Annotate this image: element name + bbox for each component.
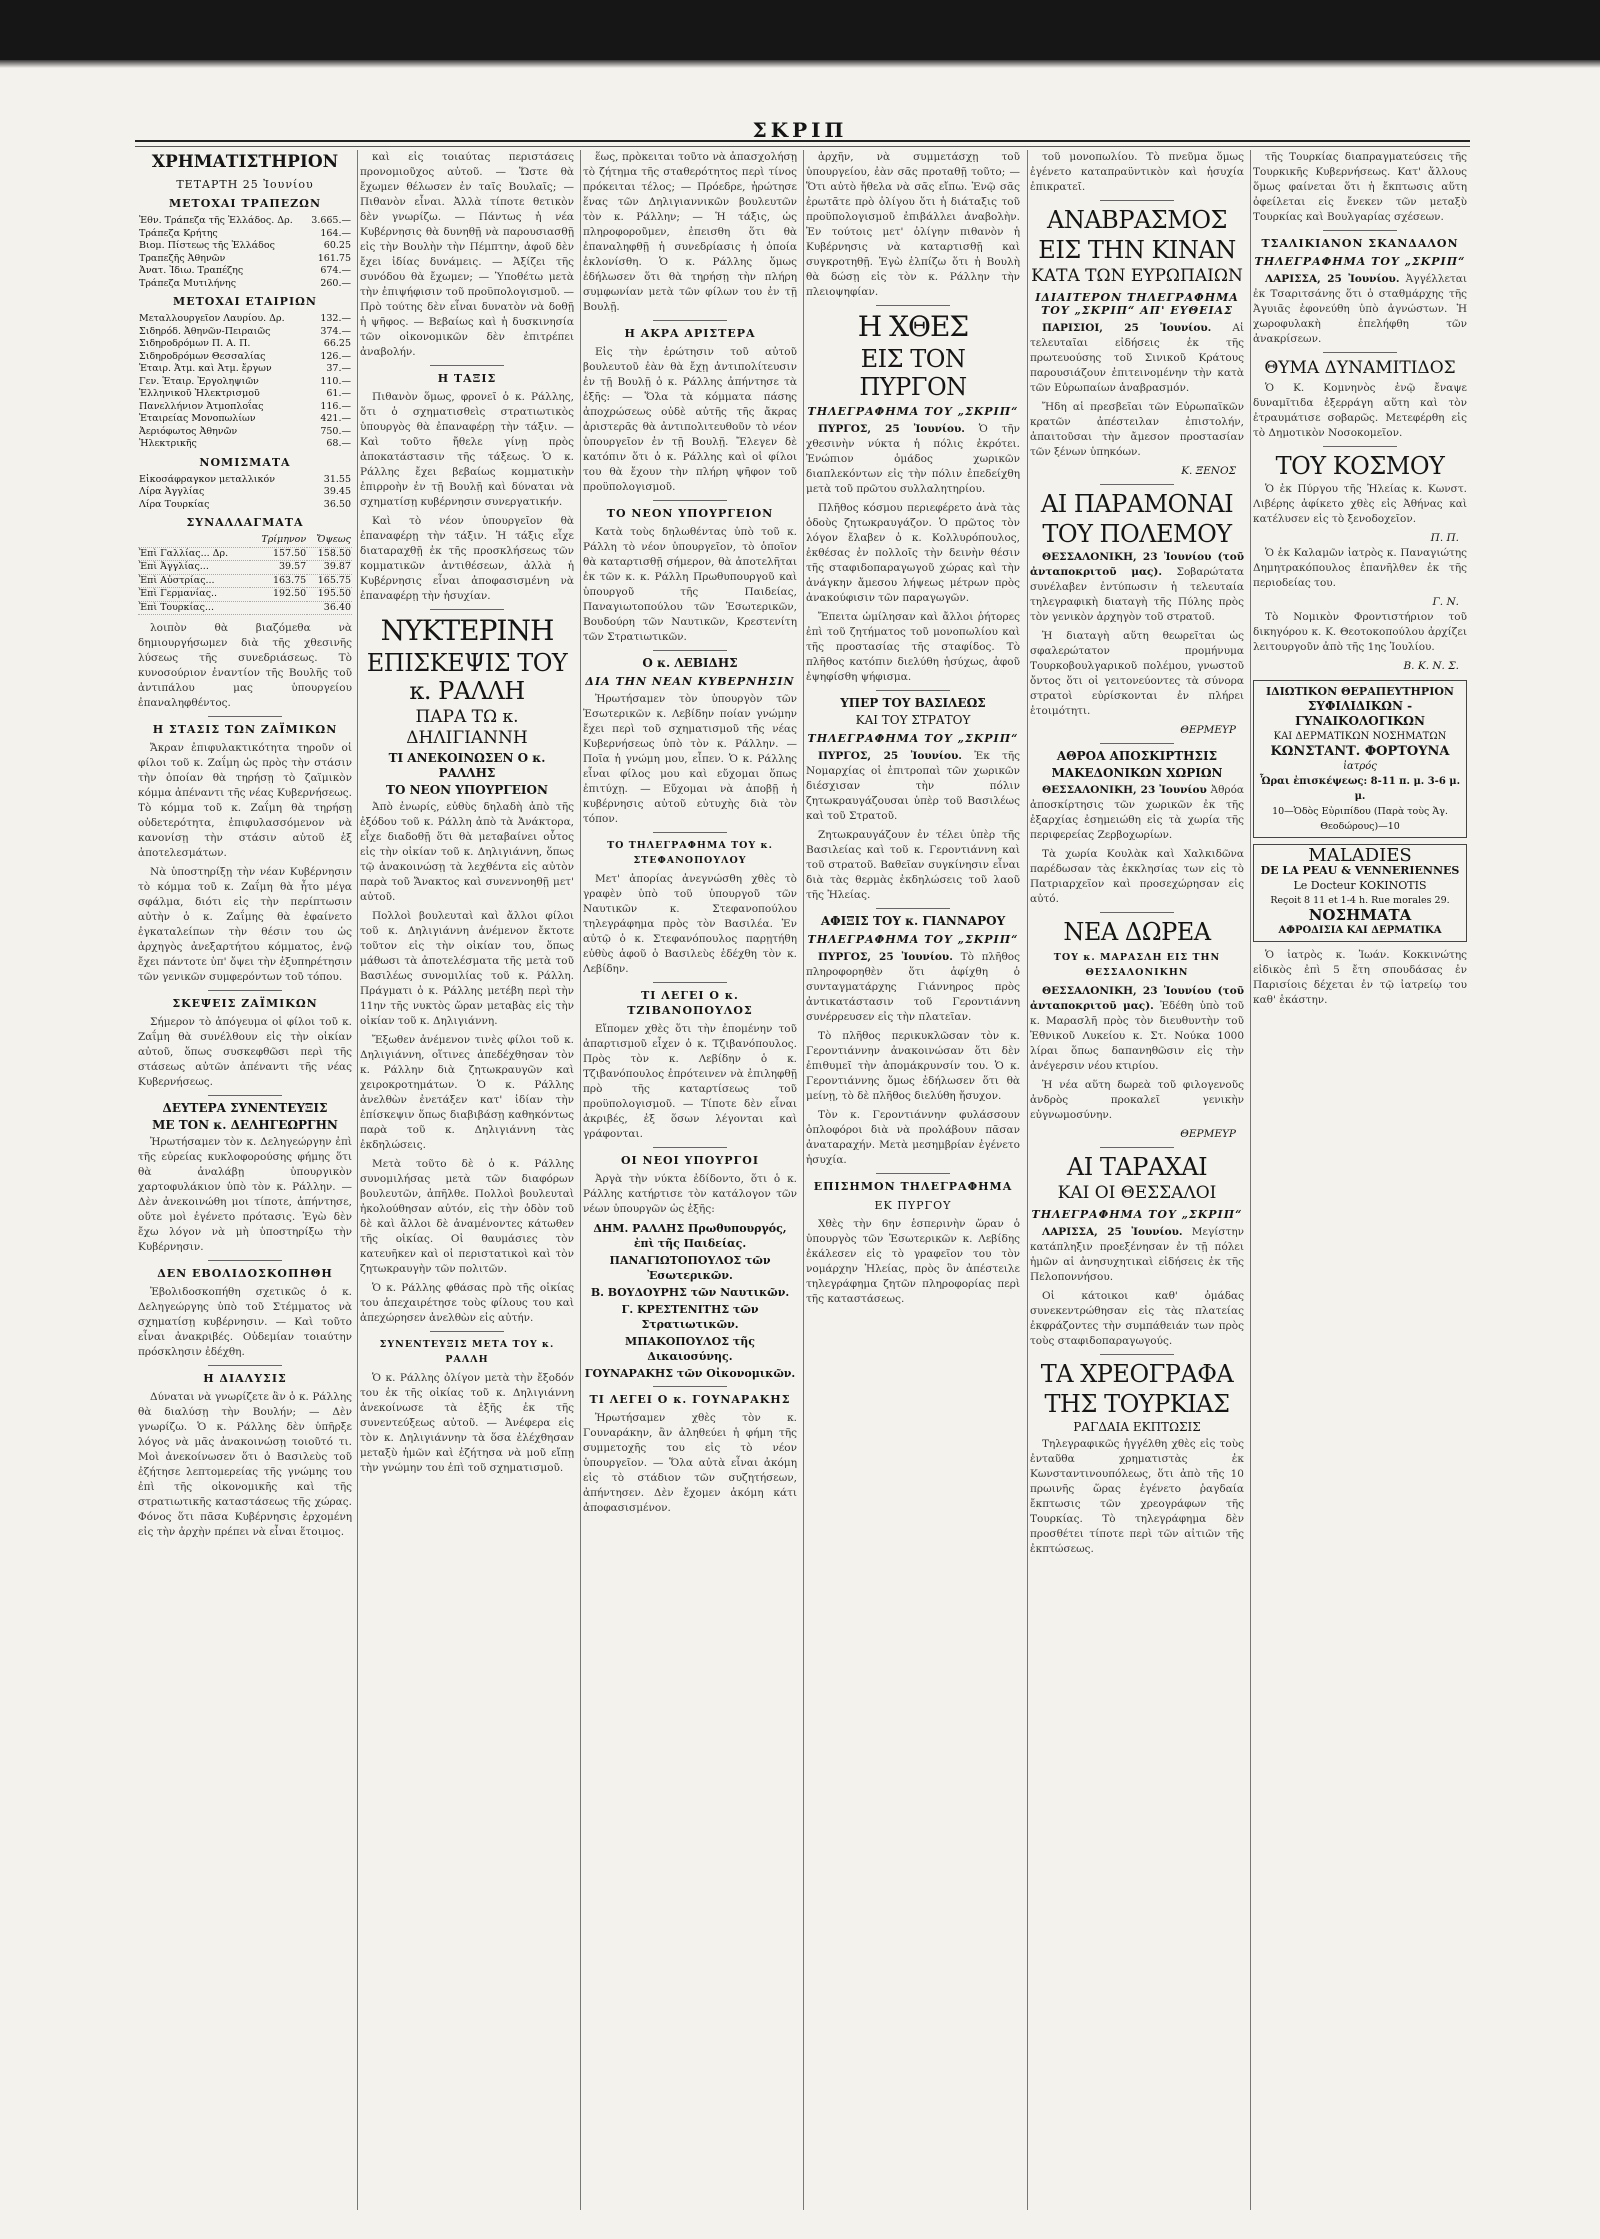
table-cell (250, 601, 307, 615)
heading-taraxai: ΑΙ ΤΑΡΑΧΑΙ (1066, 1153, 1208, 1181)
table-row (138, 313, 352, 326)
masthead: ΣΚΡΙΠ (752, 118, 848, 142)
row-name: Βιομ. Πίστεως τῆς Ἑλλάδος (139, 240, 275, 251)
heading-neon-ypourgeion-2: ΤΟ ΝΕΟΝ ΥΠΟΥΡΓΕΙΟΝ (606, 507, 774, 520)
body-text: Ὁ κ. Ράλλης ὀλίγον μετὰ τὴν ἔξοδόν του ἐκ τῆς οἰκίας τοῦ κ. Δηλιγιάννη ἀνεκοίνωσε τὰ ἑξῆς ἐκ τῆς συνεντεύξεως αὐτοῦ. — Ἀνέφερα εἰς τὸν κ. Δηλιγιάννην τὰ ὅσα ἐλέχθησαν μεταξὺ ἡμῶν καὶ ἐζήτησα νὰ μοῦ εἴπῃ τὴν γνώμην του ἐπὶ τοῦ σχηματισμοῦ. (360, 1372, 574, 1474)
table-cell: 165.75 (307, 574, 352, 588)
table-row (138, 388, 352, 401)
body-text: τοῦ μονοπωλίου. Τὸ πνεῦμα ὅμως ἐγένετο καταπραϋντικὸν καὶ ἡσυχία ἐπικρατεῖ. (1030, 151, 1244, 193)
body-text: Ἔπειτα ὡμίλησαν καὶ ἄλλοι ῥήτορες ἐπὶ τοῦ ζητήματος τοῦ μονοπωλίου καὶ τῆς προστασίας τῆς σταφίδος. Τὸ πλῆθος κατόπιν διελύθη ἡσύχως, ἀφοῦ ἐψηφίσθη ψήφισμα. (806, 611, 1020, 683)
ad2-sub: DE LA PEAU & VENNERIENNES (1260, 864, 1460, 877)
dateline: ΘΕΣΣΑΛΟΝΙΚΗ, 23 Ἰουνίου Ἀθρόα ἀποσκίρτησις τῶν χωρικῶν ἐκ τῆς ἐξαρχίας ἐσημειώθη εἰς τὰ χωρία τῆς περιφερείας Ζερβοχωρίων. (1030, 784, 1244, 841)
heading-stratou: ΚΑΙ ΤΟΥ ΣΤΡΑΤΟΥ (855, 713, 971, 727)
dateline: ΘΕΣΣΑΛΟΝΙΚΗ, 23 Ἰουνίου (τοῦ ἀνταποκριτοῦ μας). Σοβαρώτατα συνέλαβεν ἐντύπωσιν ἡ τελευταία τηλεγραφικὴ διαταγὴ τῆς Πύλης πρὸς τὸν γενικὸν ἀρχηγὸν τοῦ στρατοῦ. (1030, 551, 1244, 623)
signature: ΘΕΡΜΕΥΡ (1180, 724, 1236, 736)
heading-levidis: Ο κ. ΛΕΒΙΔΗΣ (642, 656, 738, 670)
companies-title: ΜΕΤΟΧΑΙ ΕΤΑΙΡΙΩΝ (173, 295, 317, 308)
table-row (138, 326, 352, 339)
heading-staseis: Η ΣΤΑΣΙΣ ΤΩΝ ΖΑΪΜΙΚΩΝ (152, 723, 338, 736)
minister-entry: ΠΑΝΑΓΙΩΤΟΠΟΥΛΟΣ τῶν Ἐσωτερικῶν. (609, 1254, 771, 1282)
ad2-hours: Reçoit 8 11 et 1-4 h. Rue morales 29. (1270, 895, 1450, 906)
row-value: 66.25 (323, 338, 351, 349)
column-header (138, 534, 250, 547)
heading-afixis: ΑΦΙΞΙΣ ΤΟΥ κ. ΓΙΑΝΝΑΡΟΥ (820, 914, 1006, 928)
heading-episkepsis: ΕΠΙΣΚΕΨΙΣ ΤΟΥ κ. ΡΑΛΛΗ (366, 649, 568, 705)
stock-exchange-title: ΧΡΗΜΑΤΙΣΤΗΡΙΟΝ (151, 152, 339, 172)
body-text: Ἡ νέα αὕτη δωρεὰ τοῦ φιλογενοῦς ἀνδρὸς προκαλεῖ γενικὴν εὐγνωμοσύνην. (1030, 1079, 1244, 1121)
body-text: ἕως, πρὸκειται τοῦτο νὰ ἀπασχολήσῃ τὸ ζήτημα τῆς σταθερότητος περὶ τίνος πρόκειται τέλος; — Πρόεδρε, ἠρώτησε ἕνας τῶν Δηλιγιαννικῶν βουλευτῶν τὸν κ. Ράλλην; — Ἡ τάξις, ὡς πληροφοροῦμεν, ἐπεισθη ὅτι θὰ ἐπαναληφθῇ ἡ συνεδρίασις ἡ ὁποία ἐκλονίσθη. Ὁ κ. Ράλλης ὅμως ἐδήλωσεν ὅτι θὰ τηρήσῃ τὴν πλήρη συμφωνίαν μετὰ τῶν φίλων του ἐν τῇ Βουλῇ. (583, 151, 797, 313)
table-row (138, 278, 352, 291)
row-value: 37.— (326, 363, 351, 374)
column-1 (138, 150, 352, 2210)
body-text: Ἀργὰ τὴν νύκτα ἐδίδοντο, ὅτι ὁ κ. Ράλλης κατήρτισε τὸν κατάλογον τῶν νέων ὑπουργῶν ὡς ἑξῆς: (583, 1173, 797, 1215)
body-text: Τηλεγραφικῶς ἠγγέλθη χθὲς εἰς τοὺς ἐνταῦθα χρηματιστὰς ἐκ Κωνσταντινουπόλεως, ὅτι ἀπὸ τῆς 10 πρωινῆς ὥρας ἐγένετο ῥαγδαία ἔκπτωσις τῶν χρεογράφων τῆς Τουρκίας. Τὸ τηλεγράφημα δὲν προσθέτει τίποτε περὶ τῶν αἰτιῶν τῆς ἐκπτώσεως. (1030, 1438, 1244, 1555)
heading-vasileos: ΥΠΕΡ ΤΟΥ ΒΑΣΙΛΕΩΣ (840, 696, 986, 710)
row-name: Σιδηροδρόμων Θεσσαλίας (139, 350, 266, 362)
ad-line: ΣΥΦΙΛΙΔΙΚΩΝ - ΓΥΝΑΙΚΟΛΟΓΙΚΩΝ (1295, 699, 1425, 728)
fx-table (138, 534, 352, 615)
dateline: ΘΕΣΣΑΛΟΝΙΚΗ, 23 Ἰουνίου (τοῦ ἀνταποκριτοῦ μας). Ἐδέθη ὑπὸ τοῦ κ. Μαρασλῆ πρὸς τὸν διευθυντὴν τοῦ Ἐθνικοῦ Λυκείου κ. Στ. Νούκα 1000 λίραι ὅπως δαπανηθῶσιν εἰς τὴν ἀνέγερσιν νέου κτιρίου. (1030, 985, 1244, 1072)
coins-table (138, 474, 352, 512)
heading-ebolido: ΔΕΝ ΕΒΟΛΙΔΟΣΚΟΠΗΘΗ (157, 1267, 333, 1280)
body-text: Καὶ τὸ νέον ὑπουργεῖον θὰ ἐπαναφέρῃ τὴν τάξιν. Ἡ τάξις εἶχε διαταραχθῇ ἐκ τῆς προσκλήσεως τῶν κομματικῶν ἀντιθέσεων, ἀλλὰ ἡ Κυβέρνησις εἶναι ἀποφασισμένη νὰ ἐπαναφέρῃ τὴν ἡσυχίαν. (360, 515, 574, 602)
heading-stefanopoulos: ΤΟ ΤΗΛΕΓΡΑΦΗΜΑ ΤΟΥ κ. ΣΤΕΦΑΝΟΠΟΥΛΟΥ (607, 840, 773, 866)
body-text: Εἰς τὴν ἐρώτησιν τοῦ αὐτοῦ βουλευτοῦ ἐὰν θὰ ἔχῃ ἀντιπολίτευσιν ἐν τῇ Βουλῇ ὁ κ. Ράλλης ἀπήντησε τὰ ἑξῆς: — Ὅλα τὰ κόμματα πάσης ἀποχρώσεως οὐδὲ αὐτῆς τῆς ἄκρας ἀριστερᾶς θὰ ἀντιπολιτευθοῦν τὸ νέον ὑπουργεῖον ἐν τῇ Βουλῇ. Ἔλεγεν δὲ κατόπιν ὅτι ὁ κ. Ράλλης καὶ οἱ φίλοι του θὰ ἔχουν τὴν πλήρη ψῆφον τοῦ προϋπολογισμοῦ. (583, 346, 797, 493)
table-row (138, 413, 352, 426)
signature: Π. Π. (1430, 532, 1459, 544)
fx-title: ΣΥΝΑΛΛΑΓΜΑΤΑ (186, 516, 304, 529)
table-row (138, 228, 352, 241)
heading-neoi-ypourgoi: ΟΙ ΝΕΟΙ ΥΠΟΥΡΓΟΙ (620, 1154, 760, 1167)
dateline: ΠΥΡΓΟΣ, 25 Ἰουνίου. Τὸ πλῆθος πληροφορηθὲν ὅτι ἀφίχθη ὁ συνταγματάρχης Γιάννηρος πρὸς ἀντικατάστασιν τοῦ Γεροντιάννη συνέρρευσεν εἰς τὴν πλατεῖαν. (806, 951, 1020, 1023)
row-name: Ἑλληνικοῦ Ἠλεκτρισμοῦ (139, 388, 260, 399)
column-6 (1253, 150, 1467, 2210)
table-cell: 36.40 (307, 601, 352, 615)
heading-marasli: ΤΟΥ κ. ΜΑΡΑΣΛΗ ΕΙΣ ΤΗΝ ΘΕΣΣΑΛΟΝΙΚΗΝ (1053, 952, 1221, 978)
body-text: λοιπὸν θὰ βιαζόμεθα νὰ δημιουργήσωμεν διὰ τῆς χθεσινῆς λύσεως τῆς συνεδριάσεως. Τὸ κυνοσούριον ἐναντίον τῆς Βουλῆς τοῦ ἀντιπάλου μας ὑπουργείου ἐπαναληφθέντος. (138, 622, 352, 709)
table-row (138, 338, 352, 351)
telegram-label: ΤΗΛΕΓΡΑΦΗΜΑ ΤΟΥ „ΣΚΡΙΠ“ (807, 405, 1019, 418)
table-cell: 39.57 (250, 561, 307, 575)
column-header: Ὄψεως (307, 534, 352, 547)
heading-dialysis: Η ΔΙΑΛΥΣΙΣ (203, 1372, 287, 1385)
ad2-greek-sub: ΑΦΡΟΔΙΣΙΑ ΚΑΙ ΔΕΡΜΑΤΙΚΑ (1278, 925, 1442, 936)
row-name: Ἀεριόφωτος Ἀθηνῶν (139, 425, 238, 437)
telegram-label: ΤΗΛΕΓΡΑΦΗΜΑ ΤΟΥ „ΣΚΡΙΠ“ (1031, 1208, 1243, 1221)
row-name: Τραπεζῆς Ἀθηνῶν (139, 252, 226, 264)
row-value: 132.— (320, 313, 351, 324)
table-row (138, 574, 352, 588)
row-value: 161.75 (317, 252, 351, 264)
table-header (138, 534, 352, 547)
heading-neon-ypourgeion: ΤΟ ΝΕΟΝ ΥΠΟΥΡΓΕΙΟΝ (386, 783, 548, 797)
table-row (138, 547, 352, 561)
signature: Β. Κ. Ν. Σ. (1403, 660, 1459, 672)
column-2 (360, 150, 574, 2210)
body-text: Τὸ πλῆθος περικυκλῶσαν τὸν κ. Γεροντιάννην ἀνακοινώσαν ὅτι δὲν ἐπιθυμεῖ τὴν ἀπομάκρυνσίν του. Ὁ κ. Γεροντιάννης ὅμως ἐδήλωσεν ὅτι θὰ μείνῃ, τὸ δὲ πλῆθος διελύθη ἥσυχον. (806, 1030, 1020, 1102)
signature: ΘΕΡΜΕΥΡ (1180, 1128, 1236, 1140)
body-text: Ἐβολιδοσκοπήθη σχετικῶς ὁ κ. Δεληγεώργης ὑπὸ τοῦ Στέμματος νὰ σχηματίσῃ κυβέρνησιν. — Καὶ τοῦτο εἶναι ἀνακριβές. Οὐδεμίαν τοιαύτην πρόσκλησιν ἐδέχθη. (138, 1286, 352, 1358)
heading-anekoinosen: ΤΙ ΑΝΕΚΟΙΝΩΣΕΝ Ο κ. ΡΑΛΛΗΣ (388, 751, 546, 780)
table-cell: Ἐπὶ Ἀγγλίας... (138, 561, 250, 575)
row-value: 31.55 (323, 473, 351, 485)
heading-pyrgon: ΕΙΣ ΤΟΝ ΠΥΡΓΟΝ (859, 345, 967, 401)
row-name: Σιδηρόδ. Ἀθηνῶν-Πειραιῶς (139, 325, 271, 337)
row-value: 116.— (320, 400, 351, 412)
column-4 (806, 150, 1020, 2210)
ad-line: ΚΑΙ ΔΕΡΜΑΤΙΚΩΝ ΝΟΣΗΜΑΤΩΝ (1273, 731, 1447, 742)
heading-polemou: ΤΟΥ ΠΟΛΕΜΟΥ (1042, 520, 1232, 548)
masthead-rule-thin (135, 146, 1470, 147)
row-value: 61.— (326, 388, 351, 399)
row-value: 110.— (320, 375, 351, 387)
ad-doctor: ΚΩΝΣΤΑΝΤ. ΦΟΡΤΟΥΝΑ (1270, 744, 1450, 759)
heading-anavrasmos: ΑΝΑΒΡΑΣΜΟΣ (1047, 206, 1227, 234)
row-name: Τράπεζα Μυτιλήνης (139, 277, 237, 289)
body-text: Ὁ ἐκ Πύργου τῆς Ἠλείας κ. Κωνστ. Λιβέρης ἀφίκετο χθὲς εἰς Ἀθήνας καὶ κατέλυσεν εἰς τὸ ξενοδοχεῖον. (1253, 483, 1467, 525)
table-row (138, 474, 352, 487)
table-cell: Ἐπὶ Γερμανίας.. (138, 588, 250, 602)
heading-akra-aristera: Η ΑΚΡΑ ΑΡΙΣΤΕΡΑ (624, 327, 756, 340)
companies-table (138, 313, 352, 451)
row-name: Μεταλλουργεῖον Λαυρίου. Δρ. (139, 313, 285, 324)
heading-thessaloi: ΚΑΙ ΟΙ ΘΕΣΣΑΛΟΙ (1057, 1183, 1217, 1203)
scan-border (0, 0, 1600, 60)
row-name: Ἑταιρείας Μονοπωλίων (139, 413, 256, 424)
heading-tzivanopoulos: ΤΙ ΛΕΓΕΙ Ο κ. ΤΖΙΒΑΝΟΠΟΥΛΟΣ (627, 989, 753, 1017)
masthead-rule (135, 140, 1470, 142)
table-cell: 195.50 (307, 588, 352, 602)
minister-entry: ΔΗΜ. ΡΑΛΛΗΣ Πρωθυπουργός, ἐπὶ τῆς Παιδείας. (593, 1222, 787, 1250)
table-row (138, 265, 352, 278)
column-5 (1030, 150, 1244, 2210)
body-text: Εἴπομεν χθὲς ὅτι τὴν ἐπομένην τοῦ ἀπαρτισμοῦ εἶχεν ὁ κ. Τζιβανόπουλος. Πρὸς τὸν κ. Λεβίδην ὁ κ. Τζιβανόπουλος ἐπρότεινεν νὰ ἐπιληφθῇ πρὸ τῆς καταρτίσεως τοῦ προϋπολογισμοῦ. — Τίποτε δὲν εἶναι ἀκριβές, ἐξ ὅσων λέγονται καὶ γράφονται. (583, 1023, 797, 1140)
body-text: Ἡ διαταγὴ αὕτη θεωρεῖται ὡς σφαλερώτατον προμήνυμα Τουρκοβουλγαρικοῦ πολέμου, γνωστοῦ ὄντος ὅτι οἱ γειτονεύοντες τὰ σύνορα στρατοὶ εὑρίσκονται ἐν πλήρει ἑτοιμότητι. (1030, 630, 1244, 717)
row-name: Ἠλεκτρικῆς (139, 438, 197, 449)
column-divider (580, 150, 581, 2210)
dateline: ΠΥΡΓΟΣ, 25 Ἰουνίου. Ἐκ τῆς Νομαρχίας οἱ ἐπιτροπαὶ τῶν χωρικῶν διέσχισαν τὴν πόλιν ζητωκραυγάζουσαι ὑπὲρ τοῦ Βασιλέως καὶ τοῦ Στρατοῦ. (806, 750, 1020, 822)
body-text: Χθὲς τὴν 6ην ἑσπερινὴν ὥραν ὁ ὑπουργὸς τῶν Ἐσωτερικῶν κ. Λεβίδης ἐκάλεσεν εἰς τὸ γραφεῖον του τὸν νομάρχην Ἠλείας, πρὸς ὃν ἀπέστειλε τηλεγράφημα ζητῶν πληροφορίας περὶ τῆς καταστάσεως. (806, 1218, 1020, 1305)
table-row (138, 376, 352, 389)
column-divider (803, 150, 804, 2210)
heading-synenteuxis: ΣΥΝΕΝΤΕΥΞΙΣ ΜΕΤΑ ΤΟΥ κ. ΡΑΛΛΗ (379, 1339, 555, 1365)
body-text: τῆς Τουρκίας διαπραγματεύσεις τῆς Τουρκικῆς Κυβερνήσεως. Κατ' ἄλλους ὅμως φαίνεται ὅτι ἡ ἔκπτωσις αὕτη ὀφείλεται εἰς ἔνεκεν τῶν μεταξὺ Τουρκίας καὶ Βουλγαρίας σχέσεων. (1253, 151, 1467, 223)
row-name: Ἐθν. Τράπεζα τῆς Ἑλλάδος. Δρ. (139, 215, 293, 226)
row-value: 750.— (320, 425, 351, 437)
table-cell: 157.50 (250, 547, 307, 561)
row-name: Λίρα Ἀγγλίας (139, 486, 205, 497)
heading-thyma: ΘΥΜΑ ΔΥΝΑΜΙΤΙΔΟΣ (1264, 358, 1456, 378)
body-text: Τὰ χωρία Κουλὰκ καὶ Χαλκιδῶνα παρέδωσαν τὰς ἐκκλησίας των εἰς τὸ Πατριαρχεῖον καὶ προσεχώρησαν εἰς αὐτό. (1030, 848, 1244, 905)
body-text: Ὁ ἐκ Καλαμῶν ἰατρὸς κ. Παναγιώτης Δημητρακόπουλος ἐπανῆλθεν ἐκ τῆς περιοδείας του. (1253, 547, 1467, 589)
table-row (138, 486, 352, 499)
body-text: Ζητωκραυγάζουν ἐν τέλει ὑπὲρ τῆς Βασιλείας καὶ τοῦ κ. Γεροντιάννη καὶ τοῦ στρατοῦ. Βαθεῖαν συγκίνησιν εἶναι διὰ τὰς θερμὰς ἐκδηλώσεις τοῦ λαοῦ τῆς Ἠλείας. (806, 829, 1020, 901)
ad-address: 10—Ὁδὸς Εὐριπίδου (Παρὰ τοὺς Ἁγ. Θεοδώρους)—10 (1272, 806, 1448, 832)
table-cell: Ἐπὶ Γαλλίας... Δρ. (138, 547, 250, 561)
table-row (138, 499, 352, 512)
table-row (138, 240, 352, 253)
heading-tourkias: ΤΗΣ ΤΟΥΡΚΙΑΣ (1044, 1390, 1230, 1418)
heading-xthes: Η ΧΘΕΣ (857, 310, 969, 343)
dateline: ΛΑΡΙΣΣΑ, 25 Ἰουνίου. Ἀγγέλλεται ἐκ Τσαριτσάνης ὅτι ὁ σταθμάρχης τῆς Ἀγυιᾶς ἐφονεύθη ὑπὸ ἀγνώστων. Ἡ χωροφυλακὴ ἐπελήφθη τῶν ἀνακρίσεων. (1253, 273, 1467, 345)
ad2-doctor: Le Docteur KOKINOTIS (1293, 879, 1427, 892)
body-text: Ἠρωτήσαμεν τὸν κ. Δεληγεώργην ἐπὶ τῆς εὐρείας κυκλοφορούσης φήμης ὅτι θὰ ἀναλάβῃ ὑπουργικὸν χαρτοφυλάκιον ὑπὸ τὸν κ. Ράλλην. — Δὲν ἀνεκοινώθη μοι τίποτε, ἀπήντησε, οὔτε μοὶ ἐγένετο πρότασις. Ἐγὼ δὲν ἔχω λόγον νὰ μὴ ὑποστηρίξω τὴν Κυβέρνησιν. (138, 1136, 352, 1253)
heading-taxis: Η ΤΑΞΙΣ (437, 372, 497, 385)
dateline: ΠΥΡΓΟΣ, 25 Ἰουνίου. Ὁ τῆν χθεσινὴν νύκτα ἡ πόλις ἐκρότει. Ἐνώπιον ὁμάδος χωρικῶν διαπλεκόντων εἰς τὴν πόλιν ἐπεδείχθη μετὰ τοῦ πρῶτου συλλαλητηρίου. (806, 423, 1020, 495)
row-value: 68.— (326, 438, 351, 449)
ad2-title: MALADIES (1308, 845, 1412, 866)
body-text: Πλῆθος κόσμου περιεφέρετο ἀνὰ τὰς ὁδοὺς ζητωκραυγάζον. Ὁ πρῶτος τὸν λόγον ἔλαβεν ὁ κ. Κολλυρόπουλος, ἐκθέσας ἐν πολλοῖς τὴν δεινὴν θέσιν τῆς σταφιδοπαραγωγοῦ χώρας καὶ τὴν ἀνάγκην ἄμεσου λήψεως μέτρων πρὸς ἀνακούφισιν τῶν παραγωγῶν. (806, 502, 1020, 604)
heading-second-interview-sub: ΜΕ ΤΟΝ κ. ΔΕΛΗΓΕΩΡΓΗΝ (152, 1118, 338, 1132)
row-value: 421.— (320, 413, 351, 424)
heading-episimon: ΕΠΙΣΗΜΟΝ ΤΗΛΕΓΡΑΦΗΜΑ (813, 1180, 1013, 1193)
heading-levidis-sub: ΔΙΑ ΤΗΝ ΝΕΑΝ ΚΥΒΕΡΝΗΣΙΝ (585, 675, 795, 688)
row-value: 60.25 (323, 240, 351, 251)
minister-entry: Β. ΒΟΥΔΟΥΡΗΣ τῶν Ναυτικῶν. (590, 1286, 790, 1299)
body-text: Ἠρωτήσαμεν χθὲς τὸν κ. Γουναράκην, ἂν ἀληθεύει ἡ φήμη τῆς συμμετοχῆς του εἰς τὸ νέον ὑπουργεῖον. — Ὅλα αὐτὰ εἶναι ἀκόμη εἰς τὸ στάδιον τῶν συζητήσεων, ἀπήντησεν. Δὲν ἔχομεν ἀκόμη κάτι ἀποφασισμένον. (583, 1412, 797, 1514)
body-text: καὶ εἰς τοιαύτας περιστάσεις προνομιοῦχος αὐτοῦ. — Ὥστε θὰ ἔχωμεν θέλωσεν ἐν ταῖς Βουλαῖς; — Πιθανὸν εἶναι. Ἀλλὰ τίποτε θετικὸν δὲν γνωρίζω. — Πάντως ἡ νέα Κυβέρνησις θὰ δυνηθῇ νὰ παρουσιασθῇ εἰς τὴν Βουλὴν τὴν Πέμπτην, ἀφοῦ δὲν ἔχει ἰδίας δυνάμεις. — Ἀξίζει τῆς συνόδου θὰ ἔχωμεν; — Ὑποθέτω μετὰ τὴν ἐπιψήφισιν τοῦ προϋπολογισμοῦ. — Πρὸ τούτης δὲν εἶναι δυνατὸν νὰ δοθῇ ἡ ψῆφος. — Βεβαίως καὶ ἡ δυσκινησία τῶν οἰκονομικῶν δὲν ἐπιτρέπει ἀναβολήν. (360, 151, 574, 358)
body-text: Ἄκραν ἐπιφυλακτικότητα τηροῦν οἱ φίλοι τοῦ κ. Ζαΐμη ὡς πρὸς τὴν στάσιν τὴν ὁποίαν θὰ τηρήσῃ τὸ ζαϊμικὸν κόμμα ἀπέναντι τῆς νέας Κυβερνήσεως. Τὸ κόμμα τοῦ κ. Ζαΐμη θὰ τηρήσῃ οὐδετερότητα, ἐπιφυλασσόμενον νὰ κανονίσῃ τὴν στάσιν αὐτοῦ ἐξ ἀποτελεσμάτων. (138, 742, 352, 859)
body-text: ἀρχῆν, νὰ συμμετάσχῃ τοῦ ὑπουργείου, ἐὰν σᾶς προταθῇ τοῦτο; — Ὅτι αὐτὸ ἤθελα νὰ σᾶς εἴπω. Ἐνῷ σᾶς ἐρωτᾶτε πρὸ ὀλίγου ὅτι ἡ διάταξις τοῦ προϋπολογισμοῦ ἐπιβάλλει ἀναβολὴν. Ἐν τούτοις μετ' ὀλίγην πιθανὸν ἡ Κυβέρνησις νὰ καταρτισθῇ καὶ συγκροτηθῇ. Ἐγὼ ἐλπίζω ὅτι ἡ Βουλὴ θὰ δώσῃ εἰς τὸν κ. Ράλλην τὴν πλειοψηφίαν. (806, 151, 1020, 298)
table-row (138, 438, 352, 451)
ad-role: ἰατρός (1343, 761, 1377, 772)
column-divider (1027, 150, 1028, 2210)
body-text: Πολλοὶ βουλευταὶ καὶ ἄλλοι φίλοι τοῦ κ. Δηλιγιάννη ἀνέμενον ἔκτοτε τοῦτον εἰς τὴν οἰκίαν του, ὅπως μάθωσι τὰ ἀποτελέσματα τῆς μετὰ τοῦ Βασιλέως συνομιλίας τοῦ κ. Ράλλη. Πράγματι ὁ κ. Ράλλης μετέβη περὶ τὴν 11ην τῆς νυκτὸς ὥραν μεταβὰς εἰς τὴν οἰκίαν τοῦ κ. Δηλιγιάννη. (360, 910, 574, 1027)
column-divider (357, 150, 358, 2210)
table-row (138, 351, 352, 364)
heading-athroa: ΑΘΡΟΑ ΑΠΟΣΚΙΡΤΗΣΙΣ (1056, 749, 1218, 763)
row-value: 164.— (320, 227, 351, 239)
body-text: Μετὰ τοῦτο δὲ ὁ κ. Ράλλης συνομιλήσας μετὰ τῶν διαφόρων βουλευτῶν, ἀπῆλθε. Πολλοὶ βουλευταὶ ἠκολούθησαν αὐτόν, εἰς τὴν ὁδὸν τοῦ δὲ καὶ ἄλλοι δὲ ἀναμένοντες κάτωθεν τῆς οἰκίας. Οἱ θαυμάσιες τὸν κατευῆκεν καὶ οἱ περιστατικοὶ καὶ τὸν ζητωκραυγὴν τῶν πολιτῶν. (360, 1158, 574, 1275)
row-name: Λίρα Τουρκίας (139, 498, 210, 510)
banks-table (138, 215, 352, 290)
heading-ragdaia: ΡΑΓΔΑΙΑ ΕΚΠΤΩΣΙΣ (1073, 1420, 1201, 1434)
row-value: 36.50 (323, 498, 351, 510)
ad2-greek: ΝΟΣΗΜΑΤΑ (1308, 906, 1412, 924)
row-name: Πανελλήνιον Ἀτμοπλοΐας (139, 400, 264, 412)
heading-gounarakis: ΤΙ ΛΕΓΕΙ Ο κ. ΓΟΥΝΑΡΑΚΗΣ (589, 1393, 791, 1406)
body-text: Ἔξωθεν ἀνέμενον τινὲς φίλοι τοῦ κ. Δηλιγιάννη, οἵτινες ἀπεδέχθησαν τὸν κ. Ράλλην διὰ ζητωκραυγῶν καὶ χειροκροτημάτων. Ὁ κ. Ράλλης ἀνελθὼν ἐνετάξεν κατ' ἰδίαν τὴν ἐπίσκεψιν ὅπως διαβιβάσῃ καθηκόντως παρὰ τοῦ κ. Δηλιγιάννη τὰς ἐκδηλώσεις. (360, 1034, 574, 1151)
heading-ek-pyrgou: ΕΚ ΠΥΡΓΟΥ (874, 1199, 952, 1212)
row-value: 674.— (320, 265, 351, 276)
body-text: Ὁ κ. Ράλλης φθάσας πρὸ τῆς οἰκίας του ἀπεχαιρέτησε τοὺς φίλους του καὶ ἀπεχώρησεν ἀνελθὼν εἰς αὐτήν. (360, 1282, 574, 1324)
signature: Γ. Ν. (1432, 596, 1459, 608)
row-value: 374.— (320, 325, 351, 337)
body-text: Ἤδη αἱ πρεσβεῖαι τῶν Εὐρωπαϊκῶν κρατῶν ἀπέστειλαν ἐπιστολήν, ἀπαιτοῦσαι τὴν ἄμεσον προστασίαν τῶν ξένων ὑπηκόων. (1030, 401, 1244, 458)
table-row (138, 401, 352, 414)
heading-kosmou: ΤΟΥ ΚΟΣΜΟΥ (1275, 452, 1445, 480)
body-text: Κατὰ τοὺς δηλωθέντας ὑπὸ τοῦ κ. Ράλλη τὸ νέον ὑπουργεῖον, τὸ ὁποῖον θὰ καταρτισθῇ σήμερον, θὰ ἀποτελῆται ἐκ τῶν κ. κ. Ράλλη Πρωθυπουργοῦ καὶ ὑπουργοῦ τῆς Παιδείας, Παναγιωτοπούλου τῶν Ἐσωτερικῶν, Βουδούρη τῶν Ναυτικῶν, Κρεστενίτη τῶν Στρατιωτικῶν. (583, 526, 797, 643)
body-text: Σήμερον τὸ ἀπόγευμα οἱ φίλοι τοῦ κ. Ζαΐμη θὰ συνέλθουν εἰς τὴν οἰκίαν αὐτοῦ, ὅπως συσκεφθῶσι περὶ τῆς στάσεως αὐτῶν ἀπέναντι τῆς νέας Κυβερνήσεως. (138, 1016, 352, 1088)
heading-kinan: ΕΙΣ ΤΗΝ ΚΙΝΑΝ (1038, 236, 1236, 264)
table-row (138, 426, 352, 439)
telegram-label: ΤΗΛΕΓΡΑΦΗΜΑ ΤΟΥ „ΣΚΡΙΠ“ (807, 732, 1019, 745)
minister-entry: Γ. ΚΡΕΣΤΕΝΙΤΗΣ τῶν Στρατιωτικῶν. (621, 1303, 759, 1331)
heading-skandalon: ΤΣΑΛΙΚΙΑΝΟΝ ΣΚΑΝΔΑΛΟΝ (1261, 237, 1459, 250)
ministers-list (583, 1221, 797, 1381)
dateline: ΠΑΡΙΣΙΟΙ, 25 Ἰουνίου. Αἱ τελευταῖαι εἰδήσεις ἐκ τῆς πρωτευούσης τοῦ Σινικοῦ Κράτους παρουσιάζουν ἐπιτεινομένην τὴν κατὰ τῶν Εὐρωπαίων ἀναβρασμόν. (1030, 322, 1244, 394)
heading-makedonikon: ΜΑΚΕΔΟΝΙΚΩΝ ΧΩΡΙΩΝ (1051, 766, 1223, 780)
coins-title: ΝΟΜΙΣΜΑΤΑ (199, 455, 291, 469)
table-row (138, 363, 352, 376)
heading-europaion: ΚΑΤΑ ΤΩΝ ΕΥΡΩΠΑΙΩΝ (1031, 266, 1243, 286)
table-row (138, 215, 352, 228)
body-text: Οἱ κάτοικοι καθ' ὁμάδας συνεκεντρώθησαν εἰς τὰς πλατείας ἐκφράζοντες τὴν συμπάθειάν των πρὸς τοὺς σταφιδοπαραγωγούς. (1030, 1290, 1244, 1347)
row-value: 260.— (320, 277, 351, 289)
ad-hours: Ὧραι ἐπισκέψεως: 8-11 π. μ. 3-6 μ. μ. (1259, 776, 1461, 802)
body-text: Νὰ ὑποστηρίξῃ τὴν νέαν Κυβέρνησιν τὸ κόμμα τοῦ κ. Ζαΐμη θὰ ἦτο μέγα σφάλμα, διότι εἰς τὴν περίπτωσιν αὐτὴν ὁ κ. Ζαΐμης θὰ ἐφαίνετο ἐγκαταλείπων τὴν θέσιν του ὡς ἀρχηγὸς ἀνεξαρτήτου κόμματος, ἐνῷ ἔχει πάντοτε ὑπ' ὄψει τὴν ἐξυπηρέτησιν τῶν γενικῶν συμφερόντων τοῦ τόπου. (138, 866, 352, 983)
column-header: Τρίμηνον (250, 534, 307, 547)
heading-para: ΠΑΡΑ ΤΩ κ. ΔΗΛΙΓΙΑΝΝΗ (406, 707, 528, 748)
heading-skepseis: ΣΚΕΨΕΙΣ ΖΑΪΜΙΚΩΝ (172, 997, 318, 1010)
minister-entry: ΓΟΥΝΑΡΑΚΗΣ τῶν Οἰκονομικῶν. (584, 1367, 796, 1380)
signature: Κ. ΞΕΝΟΣ (1181, 465, 1236, 477)
heading-second-interview: ΔΕΥΤΕΡΑ ΣΥΝΕΝΤΕΥΞΙΣ (162, 1101, 328, 1115)
table-row (138, 253, 352, 266)
body-text: Δύναται νὰ γνωρίζετε ἂν ὁ κ. Ράλλης θὰ διαλύσῃ τὴν Βουλήν; — Δὲν γνωρίζω. Ὁ κ. Ράλλης δὲν ὑπῆρξε λόγος νὰ μᾶς ἀνακοινώσῃ τοιοῦτό τι. Μοὶ ἀνεκοίνωσεν ὅτι ὁ Βασιλεὺς τοῦ ἐζήτησε λεπτομερείας τῆς γνώμης του ἐπὶ τῆς οἰκονομικῆς καὶ τῆς στρατιωτικῆς καταστάσεως τῆς χώρας. Φόνος ὅτι πᾶσα Κυβέρνησις ἐρχομένη εἰς τὴν ἀρχὴν πρέπει νὰ εἶναι ἕτοιμος. (138, 1391, 352, 1538)
column-3 (583, 150, 797, 2210)
telegram-label: ΤΗΛΕΓΡΑΦΗΜΑ ΤΟΥ „ΣΚΡΙΠ“ (807, 933, 1019, 946)
advertisement-clinic (1253, 680, 1467, 838)
body-text: Ὁ Κ. Κομνηνὸς ἐνῷ ἔναψε δυναμῖτιδα ἐξερράγη αὕτη καὶ τὸν ἐτραυμάτισε σοβαρῶς. Μετεφέρθη εἰς τὸ Δημοτικὸν Νοσοκομεῖον. (1253, 382, 1467, 439)
heading-nea-dorea: ΝΕΑ ΔΩΡΕΑ (1063, 918, 1211, 946)
table-row (138, 601, 352, 615)
banks-title: ΜΕΤΟΧΑΙ ΤΡΑΠΕΖΩΝ (168, 197, 321, 210)
table-row (138, 588, 352, 602)
body-text: Πιθανὸν ὅμως, φρονεῖ ὁ κ. Ράλλης, ὅτι ὁ σχηματισθεὶς στρατιωτικὸς ὑπουργὸς θὰ ἐπαναφέρῃ τὴν τάξιν. — Καὶ τοῦτο ἤθελε γίνῃ πρὸς ἀποκατάστασιν τῆς τάξεως. Ὁ κ. Ράλλης ἔχει βεβαίως κομματικὴν ἐπιρροὴν ἐν τῇ Βουλῇ καὶ δύναται νὰ σχηματίσῃ κυβέρνησιν συνεργατικήν. (360, 391, 574, 508)
table-cell: Ἐπὶ Αὐστρίας... (138, 574, 250, 588)
heading-paramonai: ΑΙ ΠΑΡΑΜΟΝΑΙ (1040, 490, 1234, 518)
row-name: Ἀνατ. Ἰδιω. Τραπέζης (139, 265, 244, 276)
body-text: Ἠρωτήσαμεν τὸν ὑπουργὸν τῶν Ἐσωτερικῶν κ. Λεβίδην ποίαν γνώμην ἔχει περὶ τοῦ σχηματισμοῦ τῆς νέας Κυβερνήσεως ὑπὸ τὸν κ. Ράλλην. — Ποῖα ἡ γνώμη μου, εἶπεν. Ὁ κ. Ράλλης εἶναι φίλος μου καὶ εὔχομαι ὅπως ἐπιτύχῃ. — Εὔχομαι νὰ ἀποβῇ ἡ κυβέρνησις αὐτοῦ εὐτυχὴς διὰ τὸν τόπον. (583, 693, 797, 825)
telegram-label: ΤΗΛΕΓΡΑΦΗΜΑ ΤΟΥ „ΣΚΡΙΠ“ (1254, 255, 1466, 268)
row-value: 126.— (320, 350, 351, 362)
body-text: Τὸ Νομικὸν Φροντιστήριον τοῦ δικηγόρου κ. Κ. Θεοτοκοπούλου ἀρχίζει λειτουργοῦν ἀπὸ τῆς 1ης Ἰουλίου. (1253, 611, 1467, 653)
row-name: Τράπεζα Κρήτης (139, 227, 218, 239)
heading-xreografa: ΤΑ ΧΡΕΟΓΡΑΦΑ (1040, 1360, 1234, 1388)
dateline: ΛΑΡΙΣΣΑ, 25 Ἰουνίου. Μεγίστην κατάπληξιν προεξένησαν ἐν τῇ πόλει ἡμῶν αἱ ἀνησυχητικαὶ εἰδήσεις ἐκ τῆς Πελοποννήσου. (1030, 1226, 1244, 1283)
table-cell: 163.75 (250, 574, 307, 588)
body-text: Τὸν κ. Γεροντιάννην φυλάσσουν ὁπλοφόροι διὰ νὰ προλάβουν πᾶσαν ἀναταραχήν. Μετὰ μεσημβρίαν ἐγένετο ἡσυχία. (806, 1109, 1020, 1166)
table-cell: 39.87 (307, 561, 352, 575)
heading-sub: ΙΔΙΑΙΤΕΡΟΝ ΤΗΛΕΓΡΑΦΗΜΑ ΤΟΥ „ΣΚΡΙΠ“ ΑΠ' ΕΥΘΕΙΑΣ (1035, 291, 1239, 317)
table-row (138, 561, 352, 575)
column-divider (1250, 150, 1251, 2210)
table-cell: 158.50 (307, 547, 352, 561)
row-name: Εἰκοσάφραγκον μεταλλικόν (139, 473, 275, 485)
body-text: Ἀπὸ ἐνωρίς, εὐθὺς δηλαδὴ ἀπὸ τῆς ἐξόδου τοῦ κ. Ράλλη ἀπὸ τὰ Ἀνάκτορα, εἶχε διαδοθῇ ὅτι θὰ μεταβαίνει οὗτος εἰς τὴν οἰκίαν τοῦ κ. Δηλιγιάννη, ὅπως τῷ ἀνακοινώσῃ τὰ λεχθέντα εἰς αὐτὸν παρὰ τοῦ Ἄνακτος καὶ συνεννοηθῇ μετ' αὐτοῦ. (360, 801, 574, 903)
body-text: Ὁ ἰατρὸς κ. Ἰωάν. Κοκκινώτης εἰδικὸς ἐπὶ 5 ἔτη σπουδάσας ἐν Παρισίοις δέχεται ἐν τῷ ἰατρείῳ του καθ' ἑκάστην. (1253, 949, 1467, 1006)
row-value: 39.45 (323, 486, 351, 497)
table-cell: 192.50 (250, 588, 307, 602)
table-cell: Ἐπὶ Τουρκίας... (138, 601, 250, 615)
row-name: Σιδηροδρόμων Π. Α. Π. (139, 338, 251, 349)
ad-title: ΙΔΙΩΤΙΚΟΝ ΘΕΡΑΠΕΥΤΗΡΙΟΝ (1265, 685, 1454, 698)
row-name: Γεν. Ἑταιρ. Ἐργοληψιῶν (139, 375, 259, 387)
row-name: Ἑταιρ. Ἀτμ. καὶ Ἀτμ. ἔργων (139, 363, 272, 374)
body-text: Μετ' ἀπορίας ἀνεγνώσθη χθὲς τὸ γραφὲν ὑπὸ τοῦ ὑπουργοῦ τῶν Ναυτικῶν κ. Στεφανοπούλου τηλεγράφημα πρὸς τὸν Βασιλέα. Ἐν αὐτῷ ὁ κ. Στεφανόπουλος παρῃτήθη εὐθὺς ἀφοῦ ὁ Βασιλεὺς ἐδέχθη τὸν κ. Λεβίδην. (583, 873, 797, 975)
row-value: 3.665.— (311, 215, 351, 226)
advertisement-maladies (1253, 844, 1467, 942)
stock-exchange-date: ΤΕΤΑΡΤΗ 25 Ἰουνίου (176, 178, 314, 191)
minister-entry: ΜΠΑΚΟΠΟΥΛΟΣ τῆς Δικαιοσύνης. (625, 1335, 755, 1363)
heading-nykterini: ΝΥΚΤΕΡΙΝΗ (380, 614, 554, 647)
